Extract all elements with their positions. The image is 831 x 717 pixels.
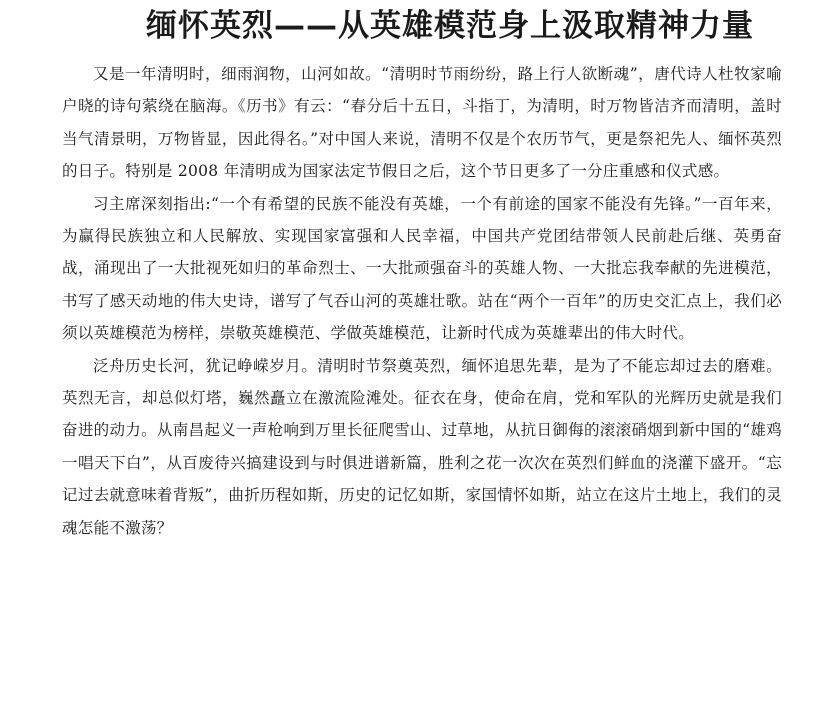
paragraph-3: 泛舟历史长河，犹记峥嵘岁月。清明时节祭奠英烈，缅怀追思先辈，是为了不能忘却过去的磨难。英烈无言，却总似灯塔，巍然矗立在激流险滩处。征衣在身，使命在肩，党和军队的光辉历史就是我们奋进的动力。从南昌起义一声枪响到万里长征爬雪山、过草地，从抗日御侮的滚滚硝烟到新中国的“雄鸡一唱天下白”，从百废待兴搞建设到与时俱进谱新篇，胜利之花一次次在英烈们鲜血的浇灌下盛开。“忘记过去就意味着背叛”，曲折历程如斯，历史的记忆如斯，家国情怀如斯，站立在这片土地上，我们的灵魂怎能不激荡？: [62, 356, 782, 537]
paragraph-1: 又是一年清明时，细雨润物，山河如故。“清明时节雨纷纷，路上行人欲断魂”，唐代诗人杜牧家喻户晓的诗句萦绕在脑海。《历书》有云：“春分后十五日，斗指丁，为清明，时万物皆洁齐而清明，盖时当气清景明，万物皆显，因此得名。”对中国人来说，清明不仅是个农历节气，更是祭祀先人、缅怀英烈的日子。特别是 2008 年清明成为国家法定节假日之后，这个节日更多了一分庄重感和仪式感。: [62, 65, 782, 181]
paragraph-2: 习主席深刻指出:“一个有希望的民族不能没有英雄，一个有前途的国家不能没有先锋。”一百年来，为赢得民族独立和人民解放、实现国家富强和人民幸福，中国共产党团结带领人民前赴后继、英勇奋战，涌现出了一大批视死如归的革命烈士、一大批顽强奋斗的英雄人物、一大批忘我奉献的先进模范，书写了感天动地的伟大史诗，谱写了气吞山河的英雄壮歌。站在“两个一百年”的历史交汇点上，我们必须以英雄模范为榜样，崇敬英雄模范、学做英雄模范，让新时代成为英雄辈出的伟大时代。: [62, 194, 782, 343]
document-title: 缅怀英烈——从英雄模范身上汲取精神力量: [146, 8, 754, 44]
document-body: [62, 58, 782, 544]
